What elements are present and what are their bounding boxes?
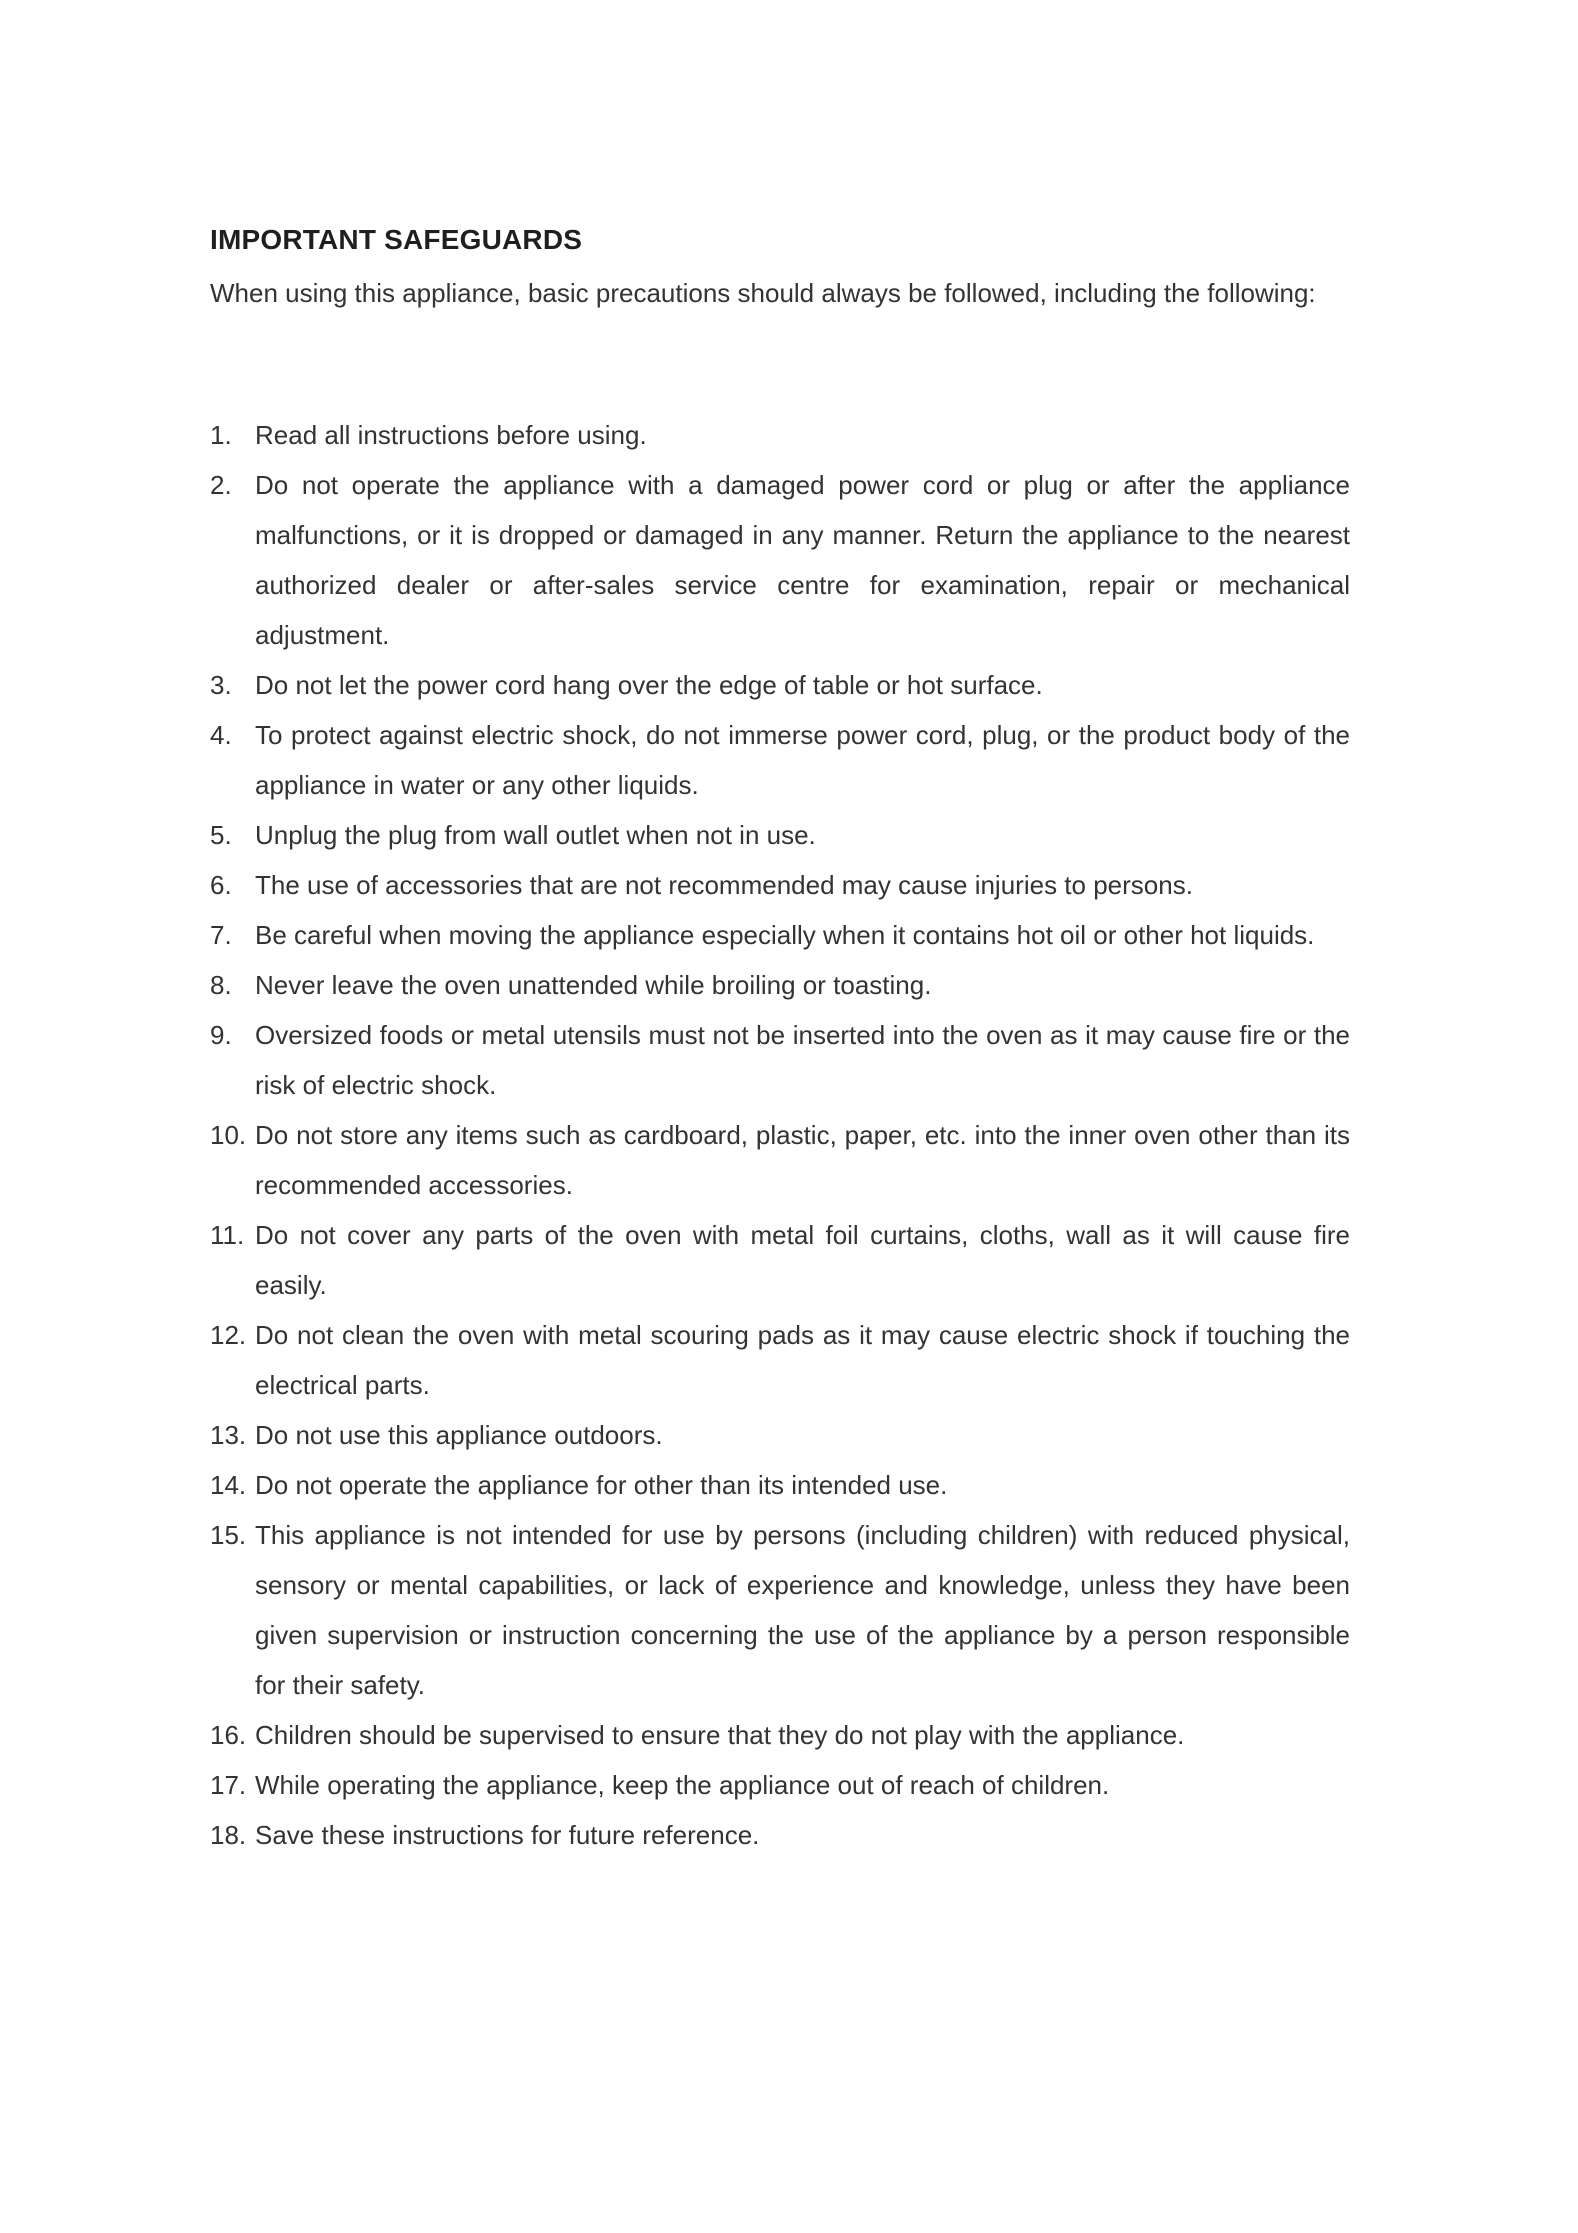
item-text: Do not store any items such as cardboard, plastic, paper, etc. into the inner oven other than its recommended accessories. <box>255 1120 1350 1200</box>
item-text: Do not use this appliance outdoors. <box>255 1420 663 1450</box>
item-number: 8. <box>210 970 232 1000</box>
item-text: Save these instructions for future reference. <box>255 1820 760 1850</box>
item-number: 1. <box>210 420 232 450</box>
safeguard-item <box>210 710 1350 810</box>
item-text: Children should be supervised to ensure that they do not play with the appliance. <box>255 1720 1185 1750</box>
safeguard-item <box>210 1010 1350 1110</box>
item-text: Do not operate the appliance with a damaged power cord or plug or after the appliance malfunctions, or it is dropped or damaged in any manner. Return the appliance to the nearest authorized dealer or after-sales service centre for examination, repair or mechanical adjustment. <box>255 470 1350 650</box>
item-number: 7. <box>210 920 232 950</box>
item-text: The use of accessories that are not recommended may cause injuries to persons. <box>255 870 1193 900</box>
safeguard-item <box>210 460 1350 660</box>
item-number: 13. <box>210 1420 247 1450</box>
item-number: 4. <box>210 720 232 750</box>
safeguard-item <box>210 910 1350 960</box>
item-text: Be careful when moving the appliance especially when it contains hot oil or other hot liquids. <box>255 920 1315 950</box>
item-number: 14. <box>210 1470 247 1500</box>
item-text: This appliance is not intended for use by persons (including children) with reduced physical, sensory or mental capabilities, or lack of experience and knowledge, unless they have been given supervision or instruction concerning the use of the appliance by a person responsible for their safety. <box>255 1520 1350 1700</box>
safeguard-item <box>210 810 1350 860</box>
safeguard-item <box>210 1810 1350 1860</box>
item-number: 3. <box>210 670 232 700</box>
item-number: 6. <box>210 870 232 900</box>
safeguard-item <box>210 660 1350 710</box>
safeguard-item <box>210 1110 1350 1210</box>
document-heading: IMPORTANT SAFEGUARDS <box>210 224 583 255</box>
safeguard-item <box>210 1510 1350 1710</box>
item-number: 12. <box>210 1320 247 1350</box>
safeguard-item <box>210 1310 1350 1410</box>
safeguard-item <box>210 1410 1350 1460</box>
safeguard-item <box>210 1460 1350 1510</box>
safeguard-item <box>210 1710 1350 1760</box>
safeguard-item <box>210 1760 1350 1810</box>
item-text: Do not clean the oven with metal scouring pads as it may cause electric shock if touching the electrical parts. <box>255 1320 1350 1400</box>
safeguard-item <box>210 1210 1350 1310</box>
item-number: 11. <box>210 1220 245 1250</box>
item-text: Never leave the oven unattended while broiling or toasting. <box>255 970 932 1000</box>
item-number: 5. <box>210 820 232 850</box>
safeguard-list <box>210 410 1350 1860</box>
item-text: Read all instructions before using. <box>255 420 647 450</box>
item-text: Unplug the plug from wall outlet when not in use. <box>255 820 816 850</box>
item-number: 16. <box>210 1720 247 1750</box>
safeguard-item <box>210 410 1350 460</box>
item-text: While operating the appliance, keep the appliance out of reach of children. <box>255 1770 1110 1800</box>
item-text: Do not cover any parts of the oven with metal foil curtains, cloths, wall as it will cause fire easily. <box>255 1220 1350 1300</box>
item-text: Do not let the power cord hang over the edge of table or hot surface. <box>255 670 1043 700</box>
item-text: Do not operate the appliance for other than its intended use. <box>255 1470 948 1500</box>
safeguard-item <box>210 960 1350 1010</box>
intro-paragraph: When using this appliance, basic precautions should always be followed, including the following: <box>210 278 1316 308</box>
item-number: 9. <box>210 1020 232 1050</box>
item-number: 17. <box>210 1770 247 1800</box>
item-number: 18. <box>210 1820 247 1850</box>
safeguard-item <box>210 860 1350 910</box>
item-text: To protect against electric shock, do not immerse power cord, plug, or the product body of the appliance in water or any other liquids. <box>255 720 1350 800</box>
item-number: 2. <box>210 470 232 500</box>
item-text: Oversized foods or metal utensils must not be inserted into the oven as it may cause fire or the risk of electric shock. <box>255 1020 1350 1100</box>
item-number: 15. <box>210 1520 247 1550</box>
item-number: 10. <box>210 1120 247 1150</box>
